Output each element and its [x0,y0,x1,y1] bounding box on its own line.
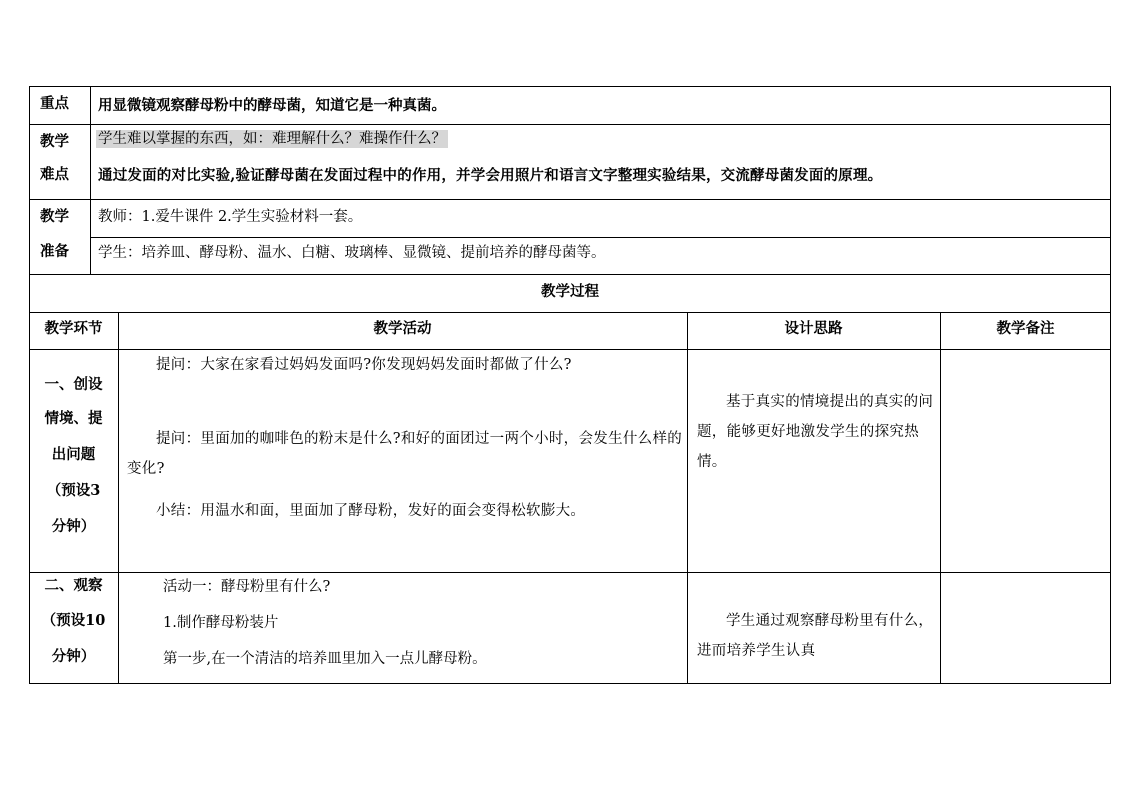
column-divider [118,312,119,684]
stage-line: 出问题 [51,446,96,463]
column-divider [90,86,91,274]
stage-line: 情境、提 [44,410,103,427]
stage-line: 分钟） [51,648,96,665]
activity-paragraph: 第一步,在一个清洁的培养皿里加入一点儿酵母粉。 [163,651,487,667]
preparation-teacher: 教师：1.爱牛课件 2.学生实验材料一套。 [98,209,363,225]
column-divider [687,312,688,684]
difficulty-label-2: 难点 [40,166,69,183]
process-title: 教学过程 [541,283,599,300]
stage-line: 分钟） [51,518,96,535]
stage-line: （预设3 [46,482,101,499]
activity-paragraph: 小结：用温水和面，里面加了酵母粉，发好的面会变得松软膨大。 [156,503,586,519]
preparation-label-1: 教学 [40,208,69,225]
column-divider [940,312,941,684]
focus-text: 用显微镜观察酵母粉中的酵母菌，知道它是一种真菌。 [98,97,446,114]
stage-line: 一、创设 [44,376,103,393]
design-text: 基于真实的情境提出的真实的问题，能够更好地激发学生的探究热情。 [697,394,934,470]
activity-paragraph: 活动一：酵母粉里有什么? [163,579,331,595]
header-design: 设计思路 [784,320,843,337]
focus-label: 重点 [40,95,69,112]
header-activity: 教学活动 [373,320,432,337]
row-divider [90,237,1111,238]
stage-line: 二、观察 [44,577,103,594]
header-stage: 教学环节 [44,320,103,337]
difficulty-hint: 学生难以掌握的东西，如：难理解什么？难操作什么？ [98,131,446,147]
row-divider [29,124,1111,125]
activity-paragraph: 提问：大家在家看过妈妈发面吗?你发现妈妈发面时都做了什么? [156,357,572,373]
row-divider [29,199,1111,200]
header-notes: 教学备注 [996,320,1055,337]
row-divider [29,572,1111,573]
difficulty-text: 通过发面的对比实验,验证酵母菌在发面过程中的作用，并学会用照片和语言文字整理实验结果，交流酵母菌发面的原理。 [98,167,883,184]
activity-paragraph: 1.制作酵母粉装片 [163,615,279,631]
preparation-label-2: 准备 [40,243,69,260]
row-divider [29,274,1111,275]
preparation-student: 学生：培养皿、酵母粉、温水、白糖、玻璃棒、显微镜、提前培养的酵母菌等。 [98,245,606,261]
activity-paragraph: 提问：里面加的咖啡色的粉末是什么?和好的面团过一两个小时，会发生什么样的变化? [127,431,683,477]
design-text: 学生通过观察酵母粉里有什么，进而培养学生认真 [697,613,934,659]
row-divider [29,312,1111,313]
stage-line: （预设10 [41,612,106,629]
difficulty-label-1: 教学 [40,133,69,150]
